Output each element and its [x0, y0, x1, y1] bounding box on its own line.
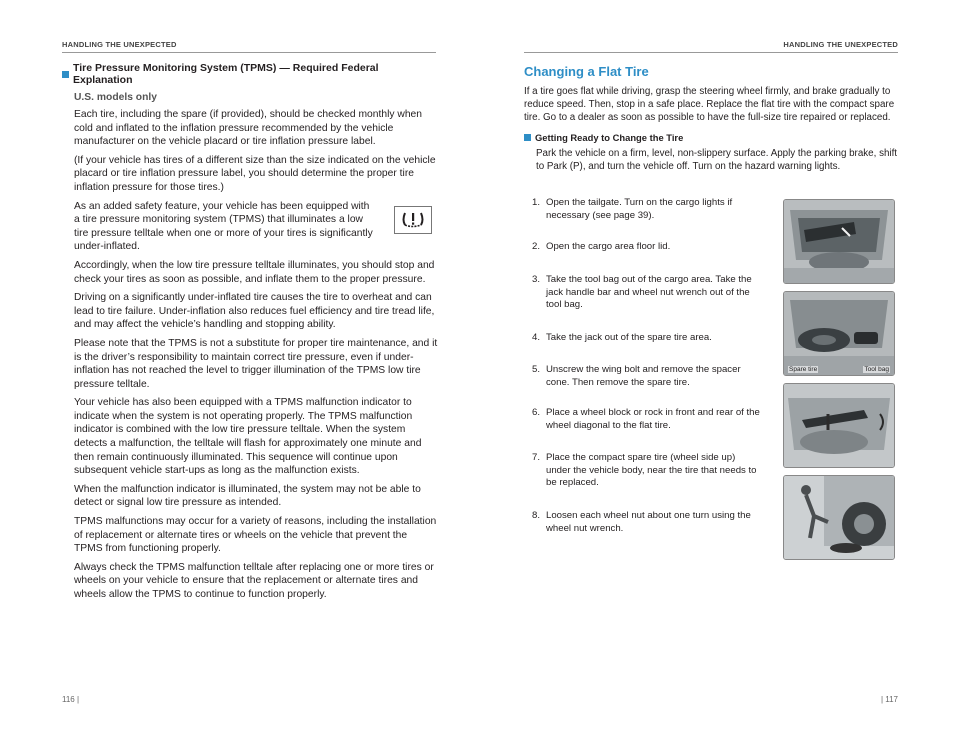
wheel-nut-photo [783, 475, 895, 560]
paragraph: Your vehicle has also been equipped with a TPMS malfunction indicator to indicate when the system is not operating properly. The TPMS malfunction indicator is combined with the low tire pressure telltale. When the system detects a malfunction, the telltale will flash for approximately one minute and then remain continuously illuminated. This sequence will continue upon subsequent vehicle start-ups as long as the malfunction exists. [74, 397, 422, 477]
paragraph: Each tire, including the spare (if provided), should be checked monthly when cold and inflated to the inflation pressure recommended by the vehicle manufacturer on the vehicle placard or tire inflation pressure label. [74, 109, 423, 148]
list-item: 4. Take the jack out of the spare tire area. [532, 332, 712, 343]
list-item: 3. Take the tool bag out of the cargo area. Take the jack handle bar and wheel nut wrench out of the tool bag. [532, 274, 752, 311]
section-heading [62, 62, 438, 86]
list-item: 7. Place the compact spare tire (wheel side up) under the vehicle body, near the tire that needs to be replaced. [532, 452, 757, 489]
paragraph: Please note that the TPMS is not a substitute for proper tire maintenance, and it is the driver’s responsibility to maintain correct tire pressure, even if under-inflation has not reached the level to trigger illumination of the TPMS low tire pressure telltale. [74, 337, 438, 390]
section-marker-icon [62, 71, 69, 78]
subsection-text: Park the vehicle on a firm, level, non-slippery surface. Apply the parking brake, shift to Park (P), and turn the vehicle off. Turn on the hazard warning lights. [536, 148, 898, 172]
paragraph: Driving on a significantly under-inflated tire causes the tire to overheat and can lead to tire failure. Under-inflation also reduces fuel efficiency and tire tread life, and may affect the vehicle’s handling and stopping ability. [74, 292, 435, 331]
tpms-warning-icon [394, 206, 432, 234]
jack-removal-photo [783, 383, 895, 468]
tool-bag-caption: Tool bag [864, 366, 889, 373]
section-title: Tire Pressure Monitoring System (TPMS) — Required Federal Explanation [73, 62, 379, 86]
list-item: 6. Place a wheel block or rock in front and rear of the wheel diagonal to the flat tire. [532, 407, 760, 431]
tpms-section [62, 62, 438, 607]
paragraph: When the malfunction indicator is illuminated, the system may not be able to detect or signal low tire pressure as intended. [74, 483, 421, 509]
tool-bag-photo [783, 291, 895, 376]
running-header: HANDLING THE UNEXPECTED [783, 40, 898, 49]
intro-paragraph: If a tire goes flat while driving, grasp the steering wheel firmly, and brake gradually to reduce speed. Then, stop in a safe place. Replace the flat tire with the compact spare tire. Go to a dealer as soon as possible to have the full-size tire repaired or replaced. [524, 86, 895, 123]
running-header: HANDLING THE UNEXPECTED [62, 40, 177, 49]
us-models-label: U.S. models only [74, 92, 157, 103]
cargo-floor-lid-photo [783, 199, 895, 284]
section-marker-icon [524, 134, 531, 141]
header-rule [62, 52, 436, 53]
subsection-heading [524, 132, 900, 143]
paragraph: Always check the TPMS malfunction telltale after replacing one or more tires or wheels on your vehicle to ensure that the replacement or alternate tires and wheels allow the TPMS to continue to function properly. [74, 561, 434, 600]
paragraph: As an added safety feature, your vehicle has been equipped with a tire pressure monitoring system (TPMS) that illuminates a low tire pressure telltale when one or more of your tires is significantly under-inflated. [74, 200, 373, 253]
tpms-telltale-row [74, 200, 438, 259]
paragraph: TPMS malfunctions may occur for a variety of reasons, including the installation of replacement or alternate tires or wheels on the vehicle that prevent the TPMS from functioning properly. [74, 516, 437, 555]
subsection-title: Getting Ready to Change the Tire [535, 132, 684, 143]
flat-tire-section [524, 62, 900, 173]
header-rule [524, 52, 898, 53]
list-item: 1. Open the tailgate. Turn on the cargo lights if necessary (see page 39). [532, 197, 733, 221]
page-number: | 117 [880, 695, 898, 704]
paragraph: (If your vehicle has tires of a different size than the size indicated on the vehicle placard or tire inflation pressure label, you should determine the proper tire inflation pressure for those tires.) [74, 154, 436, 193]
list-item: 5. Unscrew the wing bolt and remove the spacer cone. Then remove the spare tire. [532, 364, 741, 388]
page-number: 116 | [62, 695, 80, 704]
paragraph: Accordingly, when the low tire pressure telltale illuminates, you should stop and check your tires as soon as possible, and inflate them to the proper pressure. [74, 259, 435, 285]
spare-tire-caption: Spare tire [789, 366, 818, 373]
list-item: 2. Open the cargo area floor lid. [532, 241, 671, 252]
page-title: Changing a Flat Tire [524, 64, 649, 79]
tpms-body [62, 108, 438, 602]
list-item: 8. Loosen each wheel nut about one turn using the wheel nut wrench. [532, 510, 751, 534]
right-page [480, 0, 960, 750]
